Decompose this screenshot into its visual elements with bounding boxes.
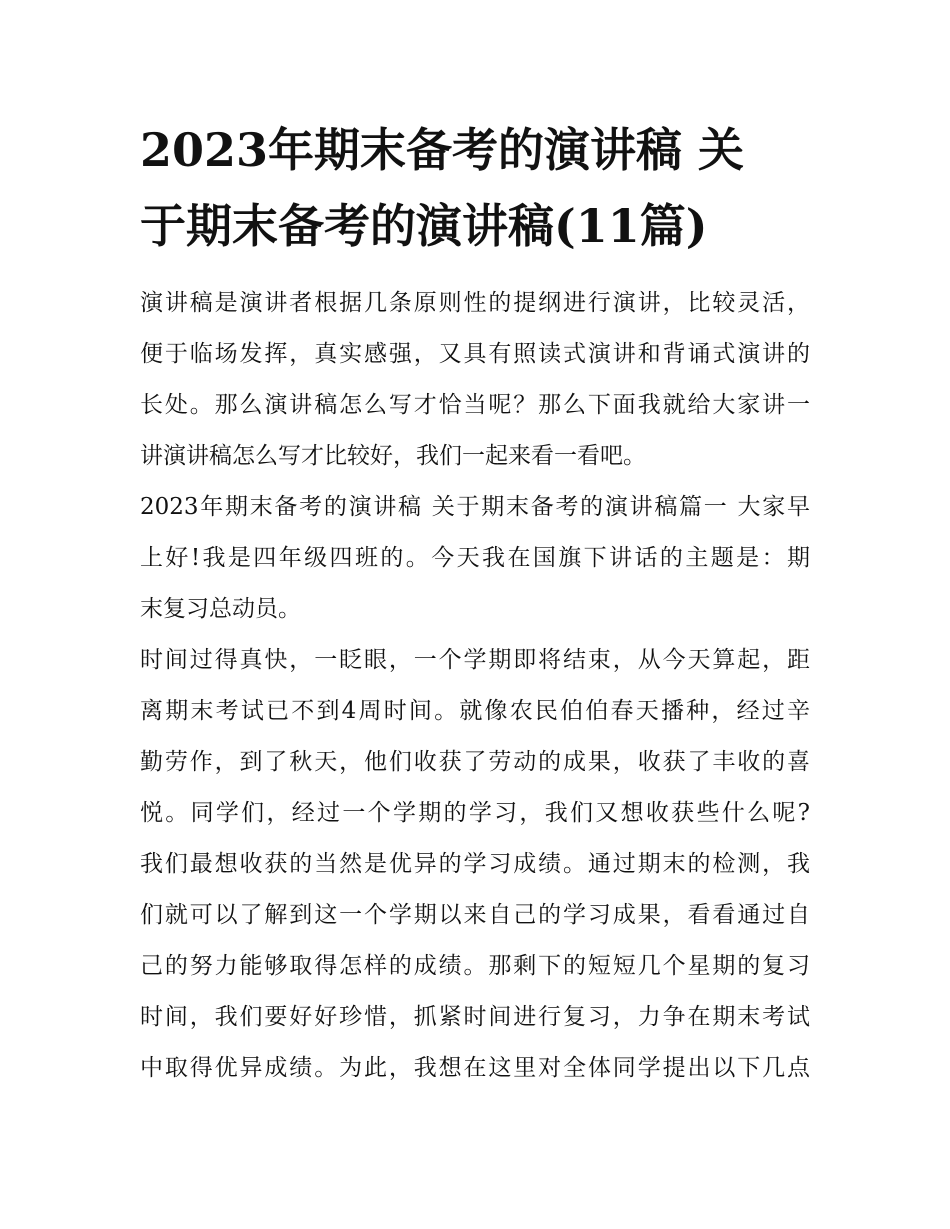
title-line: 2023年期末备考的演讲稿 关 [140,123,745,177]
document-body [140,278,820,1094]
text-line: 勤劳作，到了秋天，他们收获了劳动的成果，收获了丰收的喜 [140,749,810,775]
text-line: 上好!我是四年级四班的。今天我在国旗下讲话的主题是：期 [140,545,810,571]
paragraph-speech-opening [140,482,820,635]
text-line: 便于临场发挥，真实感强，又具有照读式演讲和背诵式演讲的 [140,341,810,367]
text-line: 时间，我们要好好珍惜，抓紧时间进行复习，力争在期末考试 [140,1004,810,1030]
text-line: 2023年期末备考的演讲稿 关于期末备考的演讲稿篇一 大家早 [140,494,810,520]
paragraph-intro [140,278,820,482]
text-line: 己的努力能够取得怎样的成绩。那剩下的短短几个星期的复习 [140,953,810,979]
text-line: 末复习总动员。 [140,596,301,622]
text-line: 悦。同学们，经过一个学期的学习，我们又想收获些什么呢? [140,800,810,826]
title-line: 于期末备考的演讲稿(11篇) [140,199,708,253]
text-line: 离期末考试已不到4周时间。就像农民伯伯春天播种，经过辛 [140,698,810,724]
text-line: 中取得优异成绩。为此，我想在这里对全体同学提出以下几点 [140,1055,810,1081]
paragraph-speech-body [140,635,820,1094]
text-line: 们就可以了解到这一个学期以来自己的学习成果，看看通过自 [140,902,810,928]
document-title [140,112,820,264]
text-line: 时间过得真快，一眨眼，一个学期即将结束，从今天算起，距 [140,647,810,673]
text-line: 我们最想收获的当然是优异的学习成绩。通过期末的检测，我 [140,851,810,877]
text-line: 讲演讲稿怎么写才比较好，我们一起来看一看吧。 [140,443,646,469]
text-line: 演讲稿是演讲者根据几条原则性的提纲进行演讲，比较灵活， [140,290,810,316]
text-line: 长处。那么演讲稿怎么写才恰当呢？那么下面我就给大家讲一 [140,392,810,418]
